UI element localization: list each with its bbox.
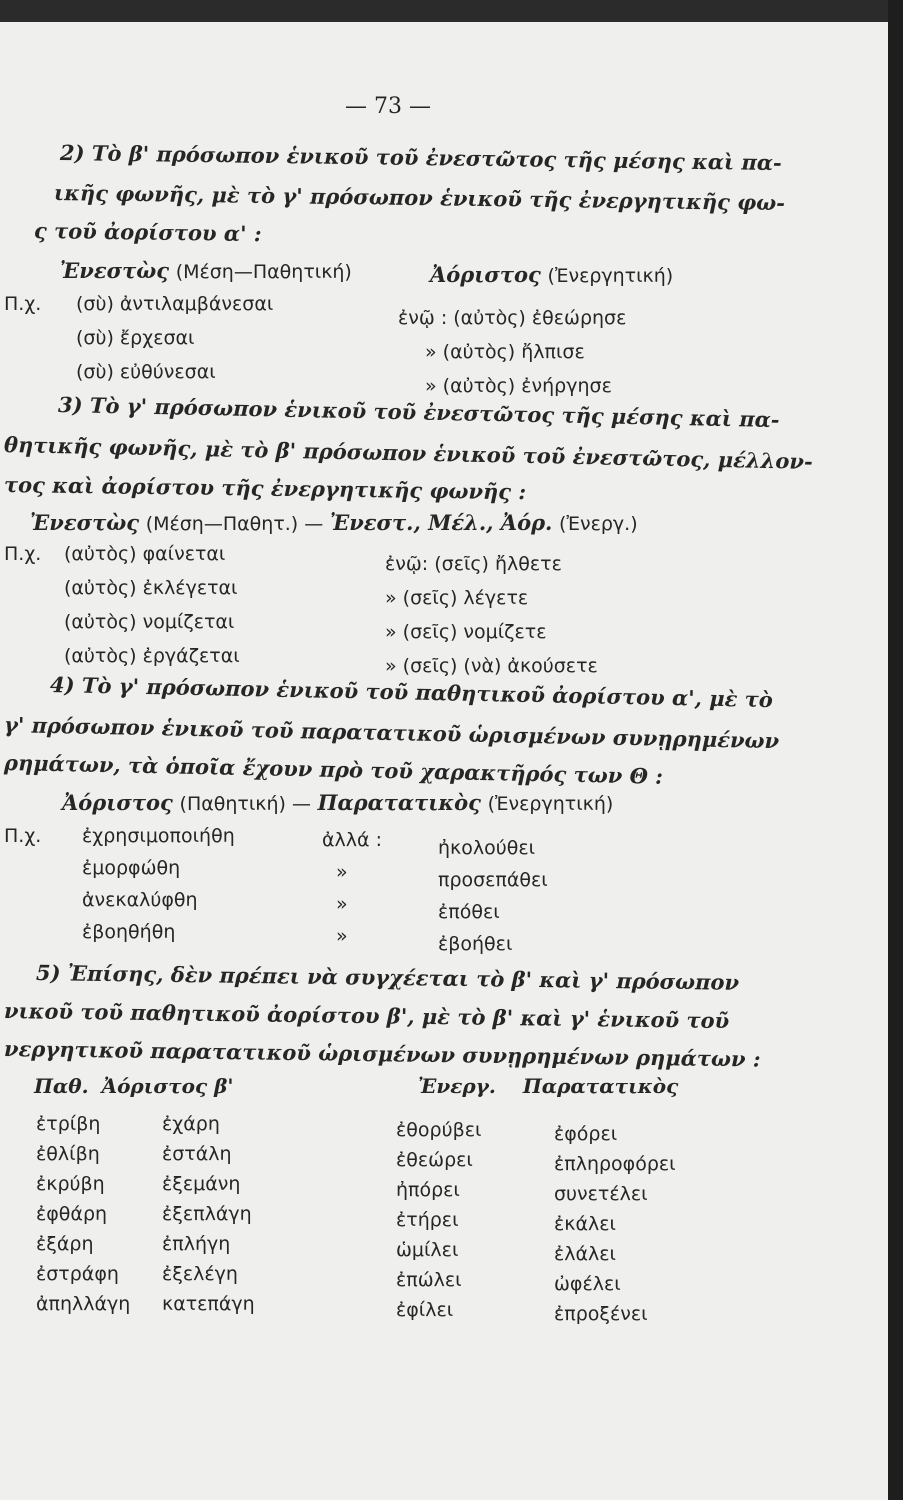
sec5-col1-7: ἀπηλλάγη [36,1293,131,1315]
sec4-left-3: ἀνεκαλύφθη [82,889,198,911]
sec5-col3-1: ἐθορύβει [396,1119,482,1141]
sec4-right-3: ἐπόθει [438,901,500,923]
sec3-head: Ἐνεστὼς (Μέση—Παθητ.) — Ἐνεστ., Μέλ., Ἀόρ. (Ἐνεργ.) [30,510,638,535]
sec5-col4-4: ἐκάλει [554,1213,616,1235]
sec4-head: Ἀόριστος (Παθητική) — Παρατατικὸς (Ἐνεργητική) [62,790,614,815]
sec4-left-4: ἐβοηθήθη [82,921,176,943]
sec4-right-1: ἠκολούθει [438,837,536,859]
sec5-col1-3: ἐκρύβη [36,1173,105,1195]
sec5-col3-5: ὡμίλει [396,1239,459,1261]
sec5-head-right: Ἐνεργ. Παρατατικὸς [418,1074,679,1098]
sec5-line-1: 5) Ἐπίσης, δὲν πρέπει νὰ συγχέεται τὸ β' καὶ γ' πρόσωπον [35,960,740,995]
sec5-col4-6: ὠφέλει [554,1273,621,1295]
sec5-col4-2: ἐπληροφόρει [554,1153,676,1175]
sec5-col4-5: ἐλάλει [554,1243,616,1265]
sec5-col2-7: κατεπάγη [162,1293,255,1315]
sec3-line-1: 3) Τὸ γ' πρόσωπον ἑνικοῦ τοῦ ἐνεστῶτος τῆς μέσης καὶ πα- [57,392,780,433]
sec4-left-2: ἐμορφώθη [82,857,181,879]
sec4-right-2: προσεπάθει [438,869,548,891]
sec2-line-3: ς τοῦ ἀορίστου α' : [33,218,262,247]
sec3-left-4: (αὐτὸς) ἐργάζεται [64,645,240,667]
sec5-col2-3: ἐξεμάνη [162,1173,241,1195]
sec2-line-2: ικῆς φωνῆς, μὲ τὸ γ' πρόσωπον ἑνικοῦ τῆς ἐνεργητικῆς φω- [53,180,786,216]
book-page [0,22,888,1500]
sec4-line-1: 4) Τὸ γ' πρόσωπον ἑνικοῦ τοῦ παθητικοῦ ἀορίστου α', μὲ τὸ [49,672,774,713]
sec5-col2-2: ἐστάλη [162,1143,232,1165]
sec2-head-right: Ἀόριστος (Ἐνεργητική) [430,262,674,287]
sec5-line-2: νικοῦ τοῦ παθητικοῦ ἀορίστου β', μὲ τὸ β' καὶ γ' ἑνικοῦ τοῦ [3,998,730,1034]
sec3-eg-label: Π.χ. [4,543,42,565]
sec5-col4-7: ἐπροξένει [554,1303,648,1325]
sec2-left-3: (σὺ) εὐθύνεσαι [76,361,216,383]
sec2-right-2: » (αὐτὸς) ἤλπισε [425,341,585,363]
sec4-right-4: ἐβοήθει [438,933,513,955]
scan-dark-edge [888,0,903,1500]
sec3-left-3: (αὐτὸς) νομίζεται [64,611,235,633]
sec5-col1-5: ἐξάρη [36,1233,94,1255]
sec5-col4-3: συνετέλει [554,1183,648,1205]
sec4-mid-3: » [336,893,348,915]
sec4-eg-label: Π.χ. [4,825,42,847]
sec5-col3-7: ἐφίλει [396,1299,454,1321]
sec5-col4-1: ἐφόρει [554,1123,618,1145]
sec3-right-1: ἐνῷ: (σεῖς) ἤλθετε [385,553,562,575]
sec5-col2-4: ἐξεπλάγη [162,1203,252,1225]
sec2-line-1: 2) Τὸ β' πρόσωπον ἑνικοῦ τοῦ ἐνεστῶτος τῆς μέσης καὶ πα- [59,140,782,176]
sec3-left-1: (αὐτὸς) φαίνεται [64,543,226,565]
sec4-mid-1: ἀλλά : [322,829,382,851]
sec5-col3-6: ἐπώλει [396,1269,462,1291]
page-number: — 73 — [345,94,431,119]
sec4-mid-4: » [336,925,348,947]
sec2-head-left: Ἐνεστὼς (Μέση—Παθητική) [60,258,352,283]
sec4-line-2: γ' πρόσωπον ἑνικοῦ τοῦ παρατατικοῦ ὡρισμένων συνῃρημένων [3,712,780,754]
sec4-mid-2: » [336,861,348,883]
sec2-left-2: (σὺ) ἔρχεσαι [76,327,195,349]
sec3-right-3: » (σεῖς) νομίζετε [385,621,547,643]
sec5-col3-3: ἠπόρει [396,1179,460,1201]
sec5-col1-2: ἐθλίβη [36,1143,100,1165]
sec3-right-4: » (σεῖς) (νὰ) ἀκούσετε [385,655,598,677]
sec2-right-1: ἐνῷ : (αὐτὸς) ἐθεώρησε [398,307,627,329]
sec3-left-2: (αὐτὸς) ἐκλέγεται [64,577,238,599]
sec5-col3-2: ἐθεώρει [396,1149,473,1171]
sec5-line-3: νεργητικοῦ παρατατικοῦ ὡρισμένων συνῃρημένων ρημάτων : [3,1036,761,1072]
sec5-col3-4: ἐτήρει [396,1209,459,1231]
sec5-col1-6: ἐστράφη [36,1263,119,1285]
sec2-right-3: » (αὐτὸς) ἐνήργησε [425,375,612,397]
sec5-col2-6: ἐξελέγη [162,1263,238,1285]
sec4-line-3: ρημάτων, τὰ ὁποῖα ἔχουν πρὸ τοῦ χαρακτῆρός των Θ : [3,750,664,789]
sec4-left-1: ἐχρησιμοποιήθη [82,825,235,847]
sec3-right-2: » (σεῖς) λέγετε [385,587,529,609]
sec3-line-3: τος καὶ ἀορίστου τῆς ἐνεργητικῆς φωνῆς : [3,472,527,505]
sec5-col2-1: ἐχάρη [162,1113,220,1135]
sec5-col1-4: ἐφθάρη [36,1203,108,1225]
sec2-left-1: (σὺ) ἀντιλαμβάνεσαι [76,293,274,315]
sec5-col2-5: ἐπλήγη [162,1233,231,1255]
sec5-head-left: Παθ. Ἀόριστος β' [34,1074,234,1098]
sec2-eg-label: Π.χ. [4,293,42,315]
sec3-line-2: θητικῆς φωνῆς, μὲ τὸ β' πρόσωπον ἑνικοῦ τοῦ ἐνεστῶτος, μέλλον- [3,432,813,474]
sec5-col1-1: ἐτρίβη [36,1113,101,1135]
